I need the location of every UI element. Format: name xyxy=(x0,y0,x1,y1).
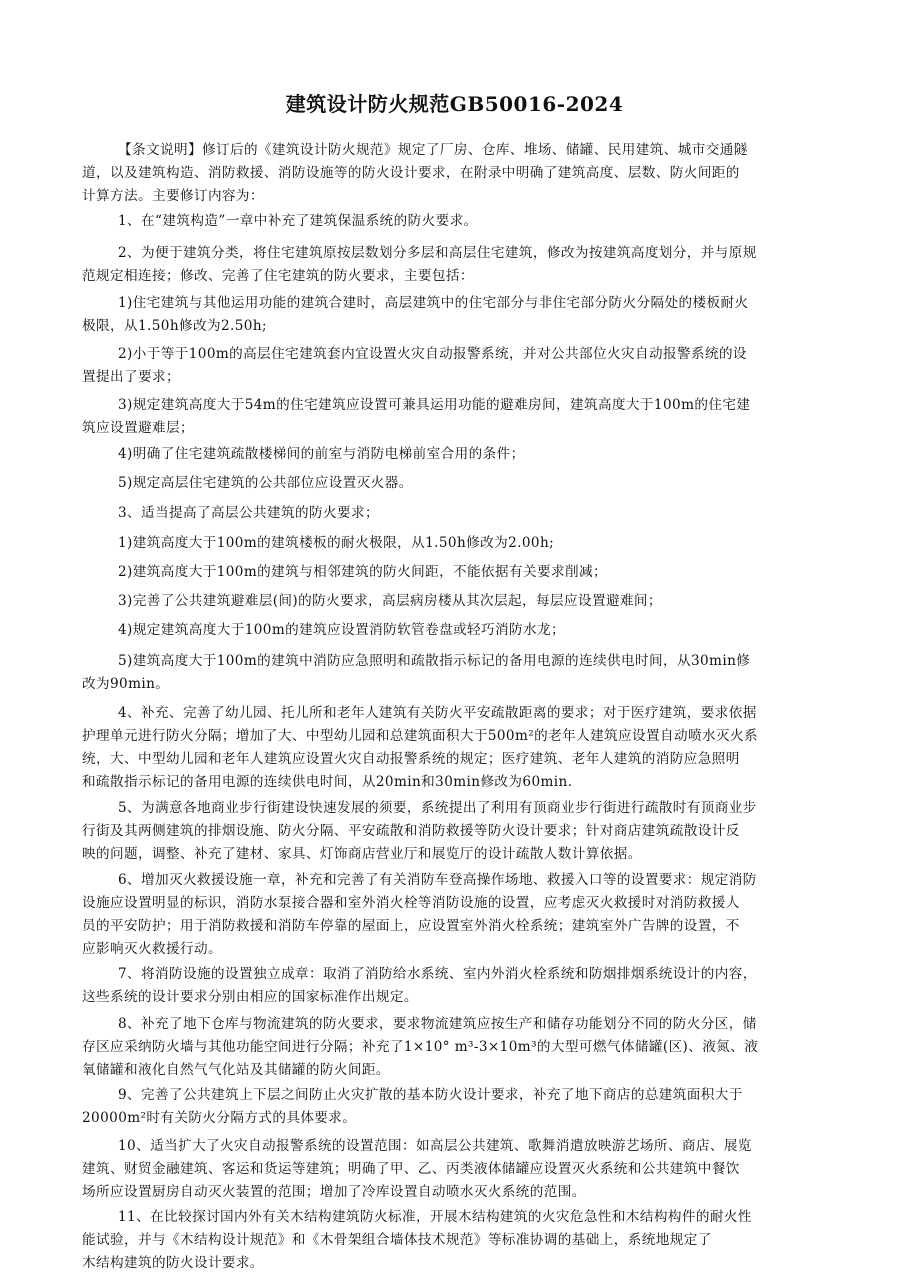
paragraph-5: 2)小于等于100m的高层住宅建筑套内宜设置火灾自动报警系统，并对公共部位火灾自动报警系统的设 置提出了要求； xyxy=(82,346,747,385)
paragraph-8: 5)规定高层住宅建筑的公共部位应设置灭火器。 xyxy=(118,475,413,491)
paragraph-20: 9、完善了公共建筑上下层之间防止火灾扩散的基本防火设计要求，补充了地下商店的总建筑面积大于 20000m²时有关防火分隔方式的具体要求。 xyxy=(82,1087,743,1126)
paragraph-18: 7、将消防设施的设置独立成章：取消了消防给水系统、室内外消火栓系统和防烟排烟系统设计的内容， 这些系统的设计要求分别由相应的国家标准作出规定。 xyxy=(82,966,757,1005)
paragraph-6: 3)规定建筑高度大于54m的住宅建筑应设置可兼具运用功能的避难房间，建筑高度大于100m的住宅建 筑应设置避难层； xyxy=(82,397,751,436)
document-title: 建筑设计防火规范GB50016-2024 xyxy=(285,92,624,116)
paragraph-14: 5)建筑高度大于100m的建筑中消防应急照明和疏散指示标记的备用电源的连续供电时间，从30min修 改为90min。 xyxy=(82,653,751,692)
paragraph-22: 11、在比较探讨国内外有关木结构建筑防火标准，开展木结构建筑的火灾危急性和木结构构件的耐火性 能试验，并与《木结构设计规范》和《木骨架组合墙体技术规范》等标准协调的基础上，系统地规定了 木结构建筑的防火设计要求。 xyxy=(82,1209,752,1271)
paragraph-9: 3、适当提高了高层公共建筑的防火要求； xyxy=(118,505,379,521)
paragraph-12: 3)完善了公共建筑避难层(间)的防火要求，高层病房楼从其次层起，每层应设置避难间； xyxy=(118,593,662,609)
paragraph-3: 2、为便于建筑分类，将住宅建筑原按层数划分多层和高层住宅建筑，修改为按建筑高度划分，并与原规 范规定相连接；修改、完善了住宅建筑的防火要求，主要包括： xyxy=(82,245,757,284)
paragraph-13: 4)规定建筑高度大于100m的建筑应设置消防软管卷盘或轻巧消防水龙； xyxy=(118,622,566,638)
paragraph-10: 1)建筑高度大于100m的建筑楼板的耐火极限，从1.50h修改为2.00h; xyxy=(118,535,555,551)
paragraph-7: 4)明确了住宅建筑疏散楼梯间的前室与消防电梯前室合用的条件； xyxy=(118,446,525,462)
paragraph-16: 5、为满意各地商业步行街建设快速发展的须要，系统提出了利用有顶商业步行街进行疏散时有顶商业步 行街及其两侧建筑的排烟设施、防火分隔、平安疏散和消防救援等防火设计要求；针对商店建筑疏散设计反 映的问题，调整、补充了建材、家具、灯饰商店营业厅和展览厅的设计疏散人数计算依据。 xyxy=(82,800,757,862)
paragraph-21: 10、适当扩大了火灾自动报警系统的设置范围：如高层公共建筑、歌舞消遣放映游艺场所、商店、展览 建筑、财贸金融建筑、客运和货运等建筑；明确了甲、乙、丙类液体储罐应设置灭火系统和公共建筑中餐饮 场所应设置厨房自动灭火装置的范围；增加了冷库设置自动喷水灭火系统的范围。 xyxy=(82,1138,752,1200)
paragraph-2: 1、在“建筑构造”一章中补充了建筑保温系统的防火要求。 xyxy=(118,213,478,229)
paragraph-17: 6、增加灭火救援设施一章，补充和完善了有关消防车登高操作场地、救援入口等的设置要求：规定消防 设施应设置明显的标识，消防水泵接合器和室外消火栓等消防设施的设置，应考虑灭火救援时对消防救援人 员的平安防护；用于消防救援和消防车停靠的屋面上，应设置室外消火栓系统；建筑室外广告牌的设置，不 应影响灭火救援行动。 xyxy=(82,872,757,957)
paragraph-19: 8、补充了地下仓库与物流建筑的防火要求，要求物流建筑应按生产和储存功能划分不同的防火分区，储 存区应采纳防火墙与其他功能空间进行分隔；补充了1×10° m³-3×10m³的大型可燃气体储罐(区)、液氮、液 氧储罐和液化自然气气化站及其储罐的防火间距。 xyxy=(82,1016,759,1078)
paragraph-11: 2)建筑高度大于100m的建筑与相邻建筑的防火间距，不能依据有关要求削减； xyxy=(118,564,607,580)
paragraph-4: 1)住宅建筑与其他运用功能的建筑合建时，高层建筑中的住宅部分与非住宅部分防火分隔处的楼板耐火 极限，从1.50h修改为2.50h; xyxy=(82,295,749,334)
paragraph-1: 【条文说明】修订后的《建筑设计防火规范》规定了厂房、仓库、堆场、储罐、民用建筑、城市交通隧 道，以及建筑构造、消防救援、消防设施等的防火设计要求，在附录中明确了建筑高度、层数、防火间距的 计算方法。主要修订内容为： xyxy=(82,142,748,204)
paragraph-15: 4、补充、完善了幼儿园、托儿所和老年人建筑有关防火平安疏散距离的要求；对于医疗建筑，要求依据 护理单元进行防火分隔；增加了大、中型幼儿园和总建筑面积大于500m²的老年人建筑应设置自动喷水灭火系 统，大、中型幼儿园和老年人建筑应设置火灾自动报警系统的规定；医疗建筑、老年人建筑的消防应急照明 和疏散指示标记的备用电源的连续供电时间，从20min和30min修改为60min. xyxy=(82,705,759,790)
